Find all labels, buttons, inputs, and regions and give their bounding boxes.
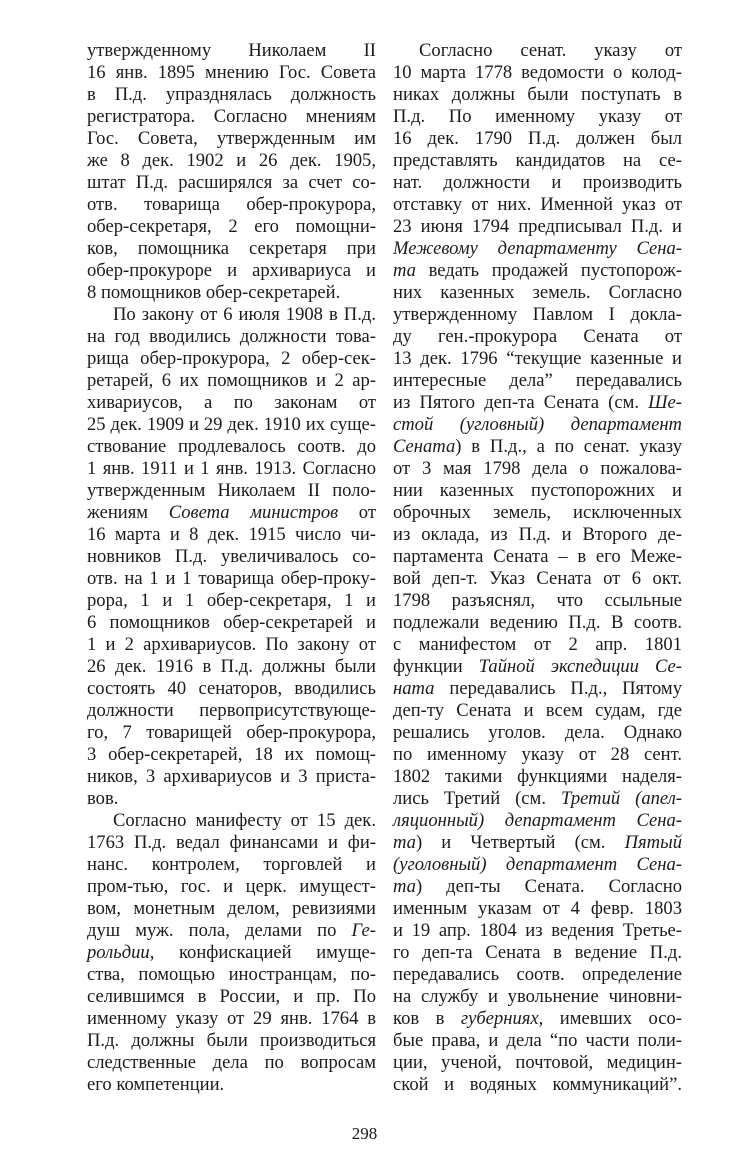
text-line xyxy=(393,920,682,942)
text-line xyxy=(87,546,376,568)
text-segment: утвержденным Николаем II поло- xyxy=(87,480,376,501)
text-line xyxy=(393,370,682,392)
text-segment: решались уголов. дела. Однако xyxy=(393,722,682,743)
text-line xyxy=(393,744,682,766)
text-segment: го, 7 товарищей обер-прокурора, xyxy=(87,722,376,743)
text-segment: вов. xyxy=(87,788,119,809)
text-segment: По закону от 6 июля 1908 в П.д. xyxy=(113,304,376,325)
text-line xyxy=(87,832,376,854)
text-segment: жениям xyxy=(87,502,169,523)
text-segment: 13 дек. 1796 “текущие казенные и xyxy=(393,348,682,369)
text-line xyxy=(87,744,376,766)
text-line xyxy=(87,216,376,238)
text-segment: ской и водяных коммуникаций”. xyxy=(393,1074,682,1095)
text-line xyxy=(393,502,682,524)
text-segment: оброчных земель, исключенных xyxy=(393,502,682,523)
text-line xyxy=(87,194,376,216)
text-line xyxy=(393,1008,682,1030)
text-line xyxy=(393,40,682,62)
text-segment: отв. на 1 и 1 товарища обер-проку- xyxy=(87,568,376,589)
text-segment: никах должны были поступать в xyxy=(393,84,682,105)
text-line xyxy=(87,1008,376,1030)
text-line xyxy=(393,216,682,238)
italic-term: Межевому департаменту Сена- xyxy=(393,238,682,259)
text-line xyxy=(87,1030,376,1052)
text-line xyxy=(393,84,682,106)
text-segment: 16 дек. 1790 П.д. должен был xyxy=(393,128,682,149)
italic-term: та xyxy=(393,832,416,853)
italic-term: ляционный) департамент Сена- xyxy=(393,810,682,831)
text-segment: от 3 мая 1798 дела о пожалова- xyxy=(393,458,682,479)
text-segment: ) и Четвертый (см. xyxy=(415,832,625,853)
text-segment: 1 янв. 1911 и 1 янв. 1913. Согласно xyxy=(87,458,376,479)
text-segment: интересные дела” передавались xyxy=(393,370,682,391)
text-line xyxy=(87,810,376,832)
text-line xyxy=(87,458,376,480)
text-segment: его компетенции. xyxy=(87,1074,225,1095)
text-segment: го деп-та Сената в ведение П.д. xyxy=(393,942,682,963)
text-line xyxy=(393,568,682,590)
text-line xyxy=(87,150,376,172)
text-segment: 1798 разъяснял, что ссыльные xyxy=(393,590,682,611)
text-segment: регистратора. Согласно мнениям xyxy=(87,106,376,127)
italic-term: Пятый xyxy=(624,832,682,853)
text-segment: по именному указу от 28 сент. xyxy=(393,744,682,765)
text-segment: 16 марта и 8 дек. 1915 число чи- xyxy=(87,524,376,545)
text-segment: ков в xyxy=(393,1008,461,1029)
text-column-right xyxy=(393,40,682,1096)
text-segment: передавались П.д., Пятому xyxy=(434,678,682,699)
text-line xyxy=(393,348,682,370)
text-segment: подлежали ведению П.д. В соотв. xyxy=(393,612,682,633)
text-line xyxy=(393,392,682,414)
text-segment: ства, помощью иностранцам, по- xyxy=(87,964,376,985)
text-line xyxy=(393,128,682,150)
text-segment: 23 июня 1794 предписывал П.д. и xyxy=(393,216,682,237)
text-line xyxy=(393,854,682,876)
text-segment: вой деп-т. Указ Сената от 6 окт. xyxy=(393,568,682,589)
text-segment: 3 обер-секретарей, 18 их помощ- xyxy=(87,744,376,765)
text-segment: партамента Сената – в его Меже- xyxy=(393,546,682,567)
text-segment: вом, монетным делом, ревизиями xyxy=(87,898,376,919)
text-segment: Согласно манифесту от 15 дек. xyxy=(113,810,376,831)
text-line xyxy=(87,524,376,546)
text-line xyxy=(393,480,682,502)
text-segment: следственные дела по вопросам xyxy=(87,1052,376,1073)
text-line xyxy=(87,854,376,876)
text-line xyxy=(87,106,376,128)
text-line xyxy=(87,238,376,260)
text-segment: них казенных земель. Согласно xyxy=(393,282,682,303)
text-segment: из Пятого деп-та Сената (см. xyxy=(393,392,649,413)
text-segment: ду ген.-прокурора Сената от xyxy=(393,326,682,347)
text-line xyxy=(393,150,682,172)
text-line xyxy=(87,766,376,788)
text-line xyxy=(393,722,682,744)
text-line xyxy=(87,656,376,678)
text-line xyxy=(393,700,682,722)
text-line xyxy=(87,920,376,942)
text-segment: нат. должности и производить xyxy=(393,172,682,193)
text-segment: рора, 1 и 1 обер-секретаря, 1 и xyxy=(87,590,376,611)
italic-term: Тайной экспедиции Се- xyxy=(478,656,682,677)
text-segment: 25 дек. 1909 и 29 дек. 1910 их суще- xyxy=(87,414,376,435)
text-line xyxy=(87,876,376,898)
text-line xyxy=(393,678,682,700)
text-segment: состоять 40 сенаторов, вводились xyxy=(87,678,376,699)
text-segment: утвержденному Павлом I докла- xyxy=(393,304,682,325)
text-line xyxy=(393,612,682,634)
text-line xyxy=(393,194,682,216)
text-segment: именному указу от 29 янв. 1764 в xyxy=(87,1008,376,1029)
text-line xyxy=(87,942,376,964)
text-line xyxy=(393,106,682,128)
text-segment: на службу и увольнение чиновни- xyxy=(393,986,682,1007)
text-line xyxy=(87,1074,376,1096)
text-line xyxy=(393,832,682,854)
text-segment: 10 марта 1778 ведомости о колод- xyxy=(393,62,682,83)
text-segment: обер-секретаря, 2 его помощни- xyxy=(87,216,376,237)
text-segment: нии казенных пустопорожних и xyxy=(393,480,682,501)
text-segment: и 19 апр. 1804 из ведения Третье- xyxy=(393,920,682,941)
text-line xyxy=(87,1052,376,1074)
text-segment: 1763 П.д. ведал финансами и фи- xyxy=(87,832,376,853)
text-line xyxy=(393,810,682,832)
text-segment: отставку от них. Именной указ от xyxy=(393,194,682,215)
text-line xyxy=(393,766,682,788)
text-segment: лись Третий (см. xyxy=(393,788,561,809)
text-segment: рища обер-прокурора, 2 обер-сек- xyxy=(87,348,376,369)
text-line xyxy=(393,898,682,920)
text-line xyxy=(87,304,376,326)
text-segment: 1802 такими функциями наделя- xyxy=(393,766,682,787)
italic-term: Сената xyxy=(393,436,456,457)
text-segment: ведать продажей пустопорож- xyxy=(415,260,682,281)
text-segment: П.д. должны были производиться xyxy=(87,1030,376,1051)
italic-term: (уголовный) департамент Сена- xyxy=(393,854,682,875)
text-segment: с манифестом от 2 апр. 1801 xyxy=(393,634,682,655)
text-line xyxy=(393,414,682,436)
text-line xyxy=(87,986,376,1008)
text-segment: ретарей, 6 их помощников и 2 ар- xyxy=(87,370,376,391)
text-line xyxy=(393,590,682,612)
text-segment: 1 и 2 архивариусов. По закону от xyxy=(87,634,376,655)
text-segment: обер-прокуроре и архивариуса и xyxy=(87,260,376,281)
text-line xyxy=(87,326,376,348)
text-segment: селившимся в России, и пр. По xyxy=(87,986,376,1007)
text-line xyxy=(393,304,682,326)
text-segment: представлять кандидатов на се- xyxy=(393,150,682,171)
italic-term: та xyxy=(393,876,416,897)
text-segment: отв. товарища обер-прокурора, xyxy=(87,194,376,215)
text-segment: ) деп-ты Сената. Согласно xyxy=(415,876,682,897)
text-segment: пром-тью, гос. и церк. имущест- xyxy=(87,876,376,897)
text-line xyxy=(393,524,682,546)
text-segment: ции, ученой, почтовой, медицин- xyxy=(393,1052,682,1073)
text-segment: хивариусов, а по законам от xyxy=(87,392,376,413)
text-segment: ) в П.д., а по сенат. указу xyxy=(455,436,682,457)
text-segment: П.д. По именному указу от xyxy=(393,106,682,127)
text-segment: 8 помощников обер-секретарей. xyxy=(87,282,341,303)
text-segment: новников П.д. увеличивалось со- xyxy=(87,546,376,567)
text-line xyxy=(87,634,376,656)
text-segment: Гос. Совета, утвержденным им xyxy=(87,128,376,149)
text-line xyxy=(393,964,682,986)
text-line xyxy=(393,1052,682,1074)
text-line xyxy=(87,722,376,744)
text-segment: ствование продлевалось соотв. до xyxy=(87,436,376,457)
text-line xyxy=(393,436,682,458)
italic-term: стой (угловный) департамент xyxy=(393,414,682,435)
text-line xyxy=(87,62,376,84)
text-line xyxy=(393,986,682,1008)
text-segment: 16 янв. 1895 мнению Гос. Совета xyxy=(87,62,376,83)
text-line xyxy=(393,62,682,84)
text-segment: 26 дек. 1916 в П.д. должны были xyxy=(87,656,376,677)
text-line xyxy=(87,678,376,700)
italic-term: Ге- xyxy=(351,920,376,941)
text-segment: должности первоприсутствующе- xyxy=(87,700,376,721)
text-line xyxy=(87,282,376,304)
text-line xyxy=(393,238,682,260)
italic-term: Ше- xyxy=(648,392,682,413)
text-line xyxy=(393,326,682,348)
text-segment: на год вводились должности това- xyxy=(87,326,376,347)
text-line xyxy=(393,172,682,194)
text-segment: ков, помощника секретаря при xyxy=(87,238,376,259)
text-line xyxy=(87,612,376,634)
text-segment: нанс. контролем, торговлей и xyxy=(87,854,376,875)
text-segment: из оклада, из П.д. и Второго де- xyxy=(393,524,682,545)
page-number: 298 xyxy=(351,1124,378,1143)
text-line xyxy=(87,964,376,986)
text-line xyxy=(87,348,376,370)
text-line xyxy=(393,656,682,678)
text-segment: штат П.д. расширялся за счет со- xyxy=(87,172,376,193)
text-segment: в П.д. упразднялась должность xyxy=(87,84,376,105)
text-line xyxy=(393,260,682,282)
text-line xyxy=(87,128,376,150)
italic-term: рольдии xyxy=(87,942,150,963)
text-line xyxy=(87,370,376,392)
text-line xyxy=(87,436,376,458)
text-line xyxy=(87,590,376,612)
text-line xyxy=(393,282,682,304)
text-segment: функции xyxy=(393,656,479,677)
text-line xyxy=(393,634,682,656)
text-line xyxy=(87,392,376,414)
text-segment: ников, 3 архивариусов и 3 приста- xyxy=(87,766,376,787)
text-line xyxy=(87,788,376,810)
text-line xyxy=(393,942,682,964)
text-line xyxy=(87,898,376,920)
text-line xyxy=(393,1030,682,1052)
text-segment: душ муж. пола, делами по xyxy=(87,920,352,941)
text-segment: 6 помощников обер-секретарей и xyxy=(87,612,376,633)
text-line xyxy=(87,84,376,106)
text-line xyxy=(87,568,376,590)
text-segment: передавались соотв. определение xyxy=(393,964,682,985)
text-segment: Согласно сенат. указу от xyxy=(419,40,682,61)
text-line xyxy=(87,414,376,436)
text-segment: деп-ту Сената и всем судам, где xyxy=(393,700,682,721)
text-line xyxy=(87,172,376,194)
italic-term: Совета министров xyxy=(168,502,339,523)
text-line xyxy=(393,788,682,810)
italic-term: та xyxy=(393,260,416,281)
text-column-left xyxy=(87,40,376,1096)
italic-term: губерниях xyxy=(460,1008,539,1029)
text-segment: именным указам от 4 февр. 1803 xyxy=(393,898,682,919)
text-line xyxy=(393,458,682,480)
text-line xyxy=(393,876,682,898)
italic-term: ната xyxy=(393,678,435,699)
text-line xyxy=(87,502,376,524)
text-segment: , конфискацией имуще- xyxy=(149,942,376,963)
text-segment: , имевших осо- xyxy=(538,1008,682,1029)
text-line xyxy=(87,40,376,62)
text-segment: бые права, и дела “по части поли- xyxy=(393,1030,682,1051)
text-line xyxy=(87,700,376,722)
italic-term: Третий (апел- xyxy=(560,788,682,809)
text-segment: же 8 дек. 1902 и 26 дек. 1905, xyxy=(87,150,376,171)
text-segment: утвержденному Николаем II xyxy=(87,40,376,61)
text-line xyxy=(393,546,682,568)
text-line xyxy=(87,480,376,502)
text-segment: от xyxy=(338,502,376,523)
text-line xyxy=(393,1074,682,1096)
text-line xyxy=(87,260,376,282)
